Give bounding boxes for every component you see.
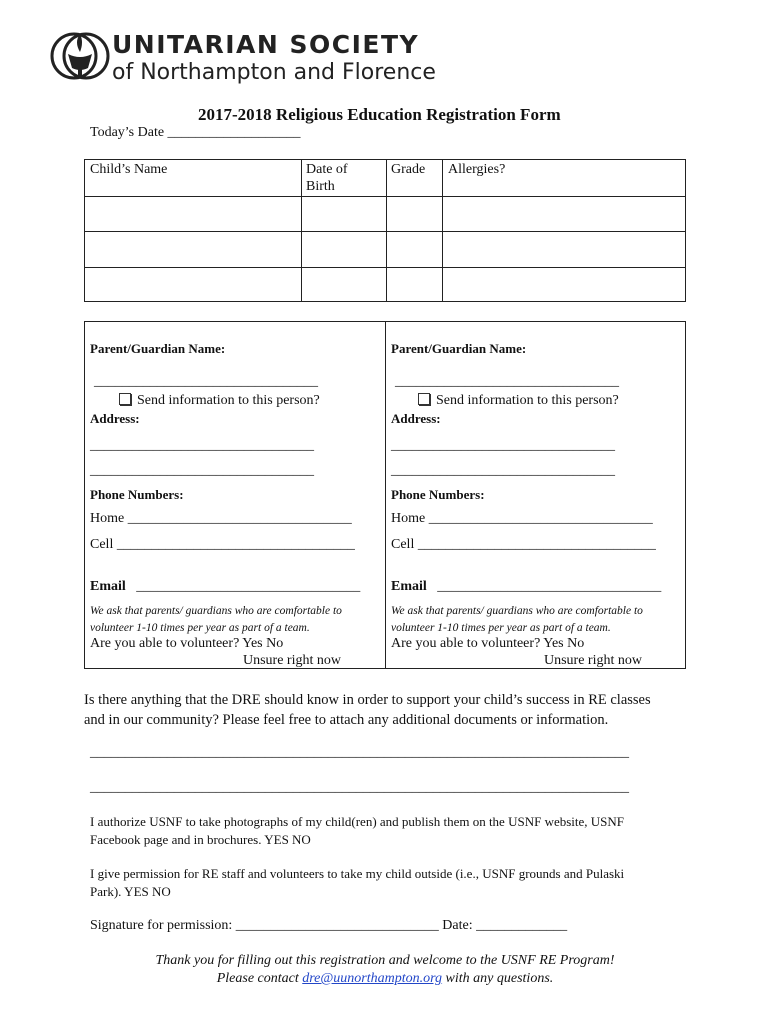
form-title: 2017-2018 Religious Education Registration Form [198, 105, 561, 124]
org-location: of Northampton and Florence [112, 60, 436, 85]
todays-date-field[interactable]: Today’s Date ___________________ [90, 125, 301, 140]
guardian1-send-info[interactable]: Send information to this person? [119, 393, 320, 409]
guardian2-name-label: Parent/Guardian Name: [391, 341, 527, 356]
guardian1-volunteer-question[interactable]: Are you able to volunteer? Yes No [90, 636, 284, 651]
guardian1-email[interactable]: Email ________________________________ [90, 579, 361, 594]
footer: Thank you for filling out this registration and welcome to the USNF RE Program! Please contact dre@uunorthampton.org with any questions. [155, 953, 615, 986]
guardian2-address-line2[interactable]: ________________________________ [391, 463, 615, 478]
guardian1-name-label: Parent/Guardian Name: [90, 341, 226, 356]
child-table [84, 159, 686, 302]
guardian2-volunteer-question[interactable]: Are you able to volunteer? Yes No [391, 636, 585, 651]
guardian1-home-phone[interactable]: Home ________________________________ [90, 511, 352, 526]
child-row-1[interactable] [85, 197, 685, 231]
checkbox-icon[interactable] [418, 393, 430, 405]
guardian2-address-line1[interactable]: ________________________________ [391, 438, 615, 453]
chalice-logo-icon [50, 28, 110, 88]
guardian1-name-field[interactable]: ________________________________ [94, 374, 318, 389]
guardian2-unsure-option[interactable]: Unsure right now [544, 653, 642, 668]
dre-answer-line2[interactable]: _____________________________________________________________________________ [90, 780, 629, 795]
col-allergies: Allergies? [448, 162, 506, 177]
guardian2-address-label: Address: [391, 411, 441, 426]
guardian1-volunteer-note: We ask that parents/ guardians who are comfortable to volunteer 1-10 times per year as part of a team. [90, 605, 342, 634]
org-name: UNITARIAN SOCIETY [112, 30, 420, 59]
guardian1-address-label: Address: [90, 411, 140, 426]
dre-question: Is there anything that the DRE should know in order to support your child’s success in RE classes and in our community? Please feel free to attach any additional documents or information. [84, 692, 651, 728]
dre-answer-line1[interactable]: _____________________________________________________________________________ [90, 745, 629, 760]
photo-permission[interactable]: I authorize USNF to take photographs of my child(ren) and publish them on the USNF website, USNF Facebook page and in brochures. YES NO [90, 814, 625, 847]
checkbox-icon[interactable] [119, 393, 131, 405]
col-dob-line1: Date of [306, 162, 348, 177]
guardian1-unsure-option[interactable]: Unsure right now [243, 653, 341, 668]
guardian2-phone-label: Phone Numbers: [391, 487, 485, 502]
col-childs-name: Child’s Name [90, 162, 168, 177]
guardian1-cell-phone[interactable]: Cell __________________________________ [90, 537, 355, 552]
guardian2-email[interactable]: Email ________________________________ [391, 579, 662, 594]
guardian2-home-phone[interactable]: Home ________________________________ [391, 511, 653, 526]
guardian1-address-line2[interactable]: ________________________________ [90, 463, 314, 478]
guardian2-send-info[interactable]: Send information to this person? [418, 393, 619, 409]
guardian2-name-field[interactable]: ________________________________ [395, 374, 619, 389]
child-row-2[interactable] [85, 232, 685, 267]
contact-email-link[interactable]: dre@uunorthampton.org [302, 971, 443, 986]
guardian1-address-line1[interactable]: ________________________________ [90, 438, 314, 453]
guardian2-volunteer-note: We ask that parents/ guardians who are comfortable to volunteer 1-10 times per year as part of a team. [391, 605, 643, 634]
guardian1-phone-label: Phone Numbers: [90, 487, 184, 502]
outside-permission[interactable]: I give permission for RE staff and volunteers to take my child outside (i.e., USNF grounds and Pulaski Park). YES NO [90, 866, 625, 899]
child-row-3[interactable] [85, 268, 685, 301]
col-dob-line2: Birth [306, 179, 335, 194]
signature-field[interactable]: Signature for permission: _____________________________ Date: _____________ [90, 918, 568, 933]
guardian2-cell-phone[interactable]: Cell __________________________________ [391, 537, 656, 552]
col-grade: Grade [391, 162, 426, 177]
